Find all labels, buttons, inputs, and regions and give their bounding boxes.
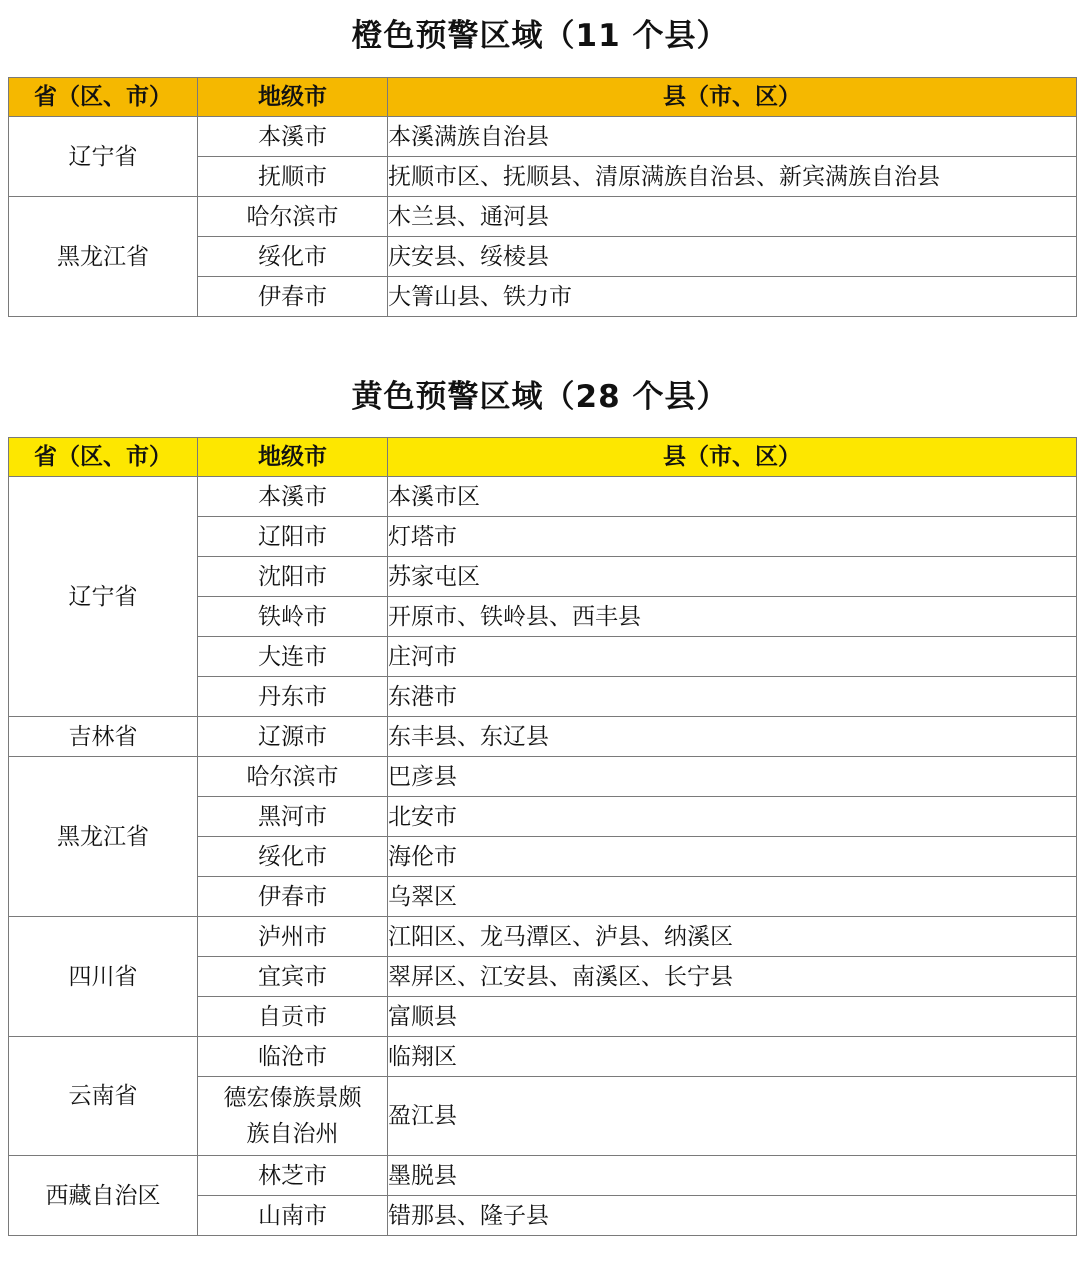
city-cell: 大连市: [198, 637, 388, 677]
county-cell: 巴彦县: [388, 757, 1077, 797]
orange-warning-table: [8, 77, 1077, 317]
province-cell: 黑龙江省: [9, 757, 198, 917]
city-cell: 林芝市: [198, 1156, 388, 1196]
orange-warning-title: 橙色预警区域（11 个县）: [351, 18, 729, 54]
table-row: [9, 197, 1077, 237]
province-cell: 西藏自治区: [9, 1156, 198, 1236]
city-cell: 黑河市: [198, 797, 388, 837]
city-cell: 抚顺市: [198, 157, 388, 197]
table-row: [9, 1156, 1077, 1196]
city-cell: 自贡市: [198, 997, 388, 1037]
county-cell: 盈江县: [388, 1077, 1077, 1156]
county-cell: 海伦市: [388, 837, 1077, 877]
table-row: [9, 917, 1077, 957]
city-cell: 辽阳市: [198, 517, 388, 557]
city-cell: 沈阳市: [198, 557, 388, 597]
table-row: [9, 117, 1077, 157]
county-cell: 本溪满族自治县: [388, 117, 1077, 157]
header-province: 省（区、市）: [9, 438, 198, 477]
province-cell: 云南省: [9, 1037, 198, 1156]
city-cell: 伊春市: [198, 877, 388, 917]
county-cell: 翠屏区、江安县、南溪区、长宁县: [388, 957, 1077, 997]
county-cell: 大箐山县、铁力市: [388, 277, 1077, 317]
county-cell: 抚顺市区、抚顺县、清原满族自治县、新宾满族自治县: [388, 157, 1077, 197]
county-cell: 灯塔市: [388, 517, 1077, 557]
city-cell: 泸州市: [198, 917, 388, 957]
county-cell: 错那县、隆子县: [388, 1196, 1077, 1236]
city-cell: 哈尔滨市: [198, 757, 388, 797]
city-cell: 哈尔滨市: [198, 197, 388, 237]
province-cell: 黑龙江省: [9, 197, 198, 317]
city-cell: 辽源市: [198, 717, 388, 757]
yellow-warning-title: 黄色预警区域（28 个县）: [351, 379, 729, 415]
table-row: [9, 757, 1077, 797]
city-cell: 绥化市: [198, 237, 388, 277]
city-cell: 本溪市: [198, 477, 388, 517]
city-cell: 本溪市: [198, 117, 388, 157]
province-cell: 吉林省: [9, 717, 198, 757]
city-cell: 宜宾市: [198, 957, 388, 997]
county-cell: 开原市、铁岭县、西丰县: [388, 597, 1077, 637]
city-cell: 山南市: [198, 1196, 388, 1236]
table-header-row: [9, 438, 1077, 477]
table-row: [9, 717, 1077, 757]
county-cell: 庆安县、绥棱县: [388, 237, 1077, 277]
city-cell: 铁岭市: [198, 597, 388, 637]
city-cell: 伊春市: [198, 277, 388, 317]
province-cell: 辽宁省: [9, 477, 198, 717]
yellow-warning-table: [8, 437, 1077, 1236]
county-cell: 富顺县: [388, 997, 1077, 1037]
county-cell: 本溪市区: [388, 477, 1077, 517]
city-cell-line: 德宏傣族景颇: [223, 1085, 362, 1111]
header-city: 地级市: [198, 78, 388, 117]
header-county: 县（市、区）: [388, 78, 1077, 117]
county-cell: 江阳区、龙马潭区、泸县、纳溪区: [388, 917, 1077, 957]
city-cell: 绥化市: [198, 837, 388, 877]
county-cell: 木兰县、通河县: [388, 197, 1077, 237]
county-cell: 临翔区: [388, 1037, 1077, 1077]
header-city: 地级市: [198, 438, 388, 477]
city-cell-line: 族自治州: [246, 1121, 339, 1147]
county-cell: 乌翠区: [388, 877, 1077, 917]
province-cell: 辽宁省: [9, 117, 198, 197]
city-cell: 临沧市: [198, 1037, 388, 1077]
table-header-row: [9, 78, 1077, 117]
county-cell: 墨脱县: [388, 1156, 1077, 1196]
county-cell: 北安市: [388, 797, 1077, 837]
city-cell: 丹东市: [198, 677, 388, 717]
county-cell: 东丰县、东辽县: [388, 717, 1077, 757]
header-province: 省（区、市）: [9, 78, 198, 117]
table-row: [9, 1037, 1077, 1077]
county-cell: 苏家屯区: [388, 557, 1077, 597]
province-cell: 四川省: [9, 917, 198, 1037]
county-cell: 庄河市: [388, 637, 1077, 677]
city-cell: [198, 1077, 388, 1156]
header-county: 县（市、区）: [388, 438, 1077, 477]
table-row: [9, 477, 1077, 517]
county-cell: 东港市: [388, 677, 1077, 717]
